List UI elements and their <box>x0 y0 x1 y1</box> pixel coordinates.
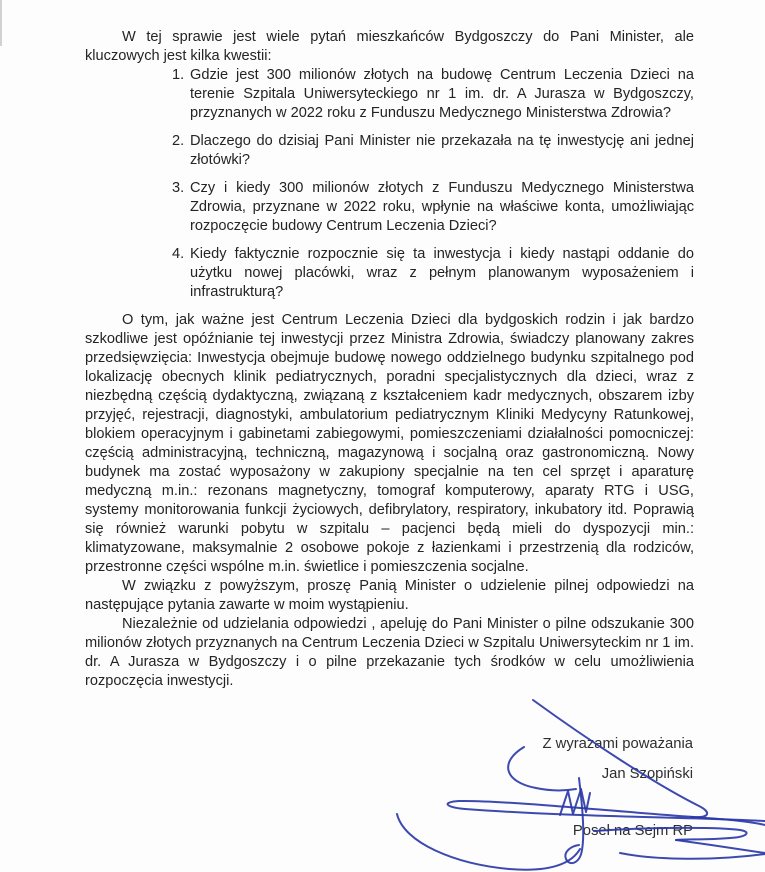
closing-salutation: Z wyrazami poważania <box>542 736 693 752</box>
question-item <box>172 245 694 302</box>
question-text: Czy i kiedy 300 milionów złotych z Funduszu Medycznego Ministerstwa Zdrowia, przyznane w 2022 roku, wpłynie na właściwe konta, umożliwiając rozpoczęcie budowy Centrum Leczenia Dzieci? <box>190 180 694 234</box>
question-text: Kiedy faktycznie rozpocznie się ta inwestycja i kiedy nastąpi oddanie do użytku nowej placówki, wraz z pełnym planowanym wyposażeniem i infrastrukturą? <box>190 246 694 300</box>
question-list <box>172 66 694 302</box>
question-item <box>172 179 694 236</box>
question-item <box>172 132 694 170</box>
closing-block <box>543 735 694 841</box>
question-number: 3. <box>172 180 185 196</box>
body-paragraph-scope: O tym, jak ważne jest Centrum Leczenia Dzieci dla bydgoskich rodzin i jak bardzo szkodliwe jest opóźnianie tej inwestycji przez Ministra Zdrowia, świadczy planowany zakres przedsięwzięcia: Inwestycja obejmuje budowę nowego oddzielnego budynku szpitalnego pod lokalizację obecnych klinik pediatrycznych, poradni specjalistycznych dla dzieci, wraz z niezbędną częścią dydaktyczną, związaną z kształceniem kadr medycznych, obszarem izby przyjęć, rejestracji, diagnostyki, ambulatorium pediatrycznym Kliniki Medycyny Ratunkowej, blokiem operacyjnym i gabinetami zabiegowymi, pomieszczeniami działalności pomocniczej: częścią administracyjną, techniczną, magazynową i socjalną oraz gastronomiczną. Nowy budynek ma zostać wyposażony w zakupiony specjalnie na ten cel sprzęt i aparaturę medyczną m.in.: rezonans magnetyczny, tomograf komputerowy, aparaty RTG i USG, systemy monitorowania funkcji życiowych, defibrylatory, respiratory, inkubatory itd. Poprawią się również warunki pobytu w szpitalu – pacjenci będą mieli do dyspozycji min.: klimatyzowane, maksymalnie 2 osobowe pokoje z łazienkami i przestrzenią dla rodziców, przestronne części wspólne m.in. świetlice i pomieszczenia socjalne. <box>85 312 694 575</box>
question-text: Gdzie jest 300 milionów złotych na budowę Centrum Leczenia Dzieci na terenie Szpitala Uniwersyteckiego nr 1 im. dr. A Jurasza w Bydgoszczy, przyznanych w 2022 roku z Funduszu Medycznego Ministerstwa Zdrowia? <box>190 67 694 121</box>
question-number: 2. <box>172 133 185 149</box>
question-item <box>172 66 694 123</box>
scan-edge-artifact <box>0 0 2 46</box>
body-paragraph-appeal: Niezależnie od udzielania odpowiedzi , apeluję do Pani Minister o pilne odszukanie 300 milionów złotych przyznanych na Centrum Leczenia Dzieci w Szpitalu Uniwersyteckim nr 1 im. dr. A Jurasza w Bydgoszczy i o pilne przekazanie tych środków w celu umożliwienia rozpoczęcia inwestycji. <box>85 616 694 689</box>
intro-paragraph: W tej sprawie jest wiele pytań mieszkańców Bydgoszczy do Pani Minister, ale kluczowych jest kilka kwestii: <box>85 29 694 64</box>
signature-stroke-bottom-curve <box>620 853 765 859</box>
body-paragraph-request: W związku z powyższym, proszę Panią Minister o udzielenie pilnej odpowiedzi na następujące pytania zawarte w moim wystąpieniu. <box>85 578 694 613</box>
signer-title: Poseł na Sejm RP <box>572 823 693 839</box>
letter-body <box>85 28 694 691</box>
question-text: Dlaczego do dzisiaj Pani Minister nie przekazała na tę inwestycję ani jednej złotówki? <box>190 133 694 168</box>
signature-stroke-lower-exit <box>676 840 765 853</box>
question-number: 1. <box>172 67 185 83</box>
signer-name: Jan Szopiński <box>601 766 693 782</box>
signature-stroke-right-exit <box>691 817 765 825</box>
question-number: 4. <box>172 246 185 262</box>
